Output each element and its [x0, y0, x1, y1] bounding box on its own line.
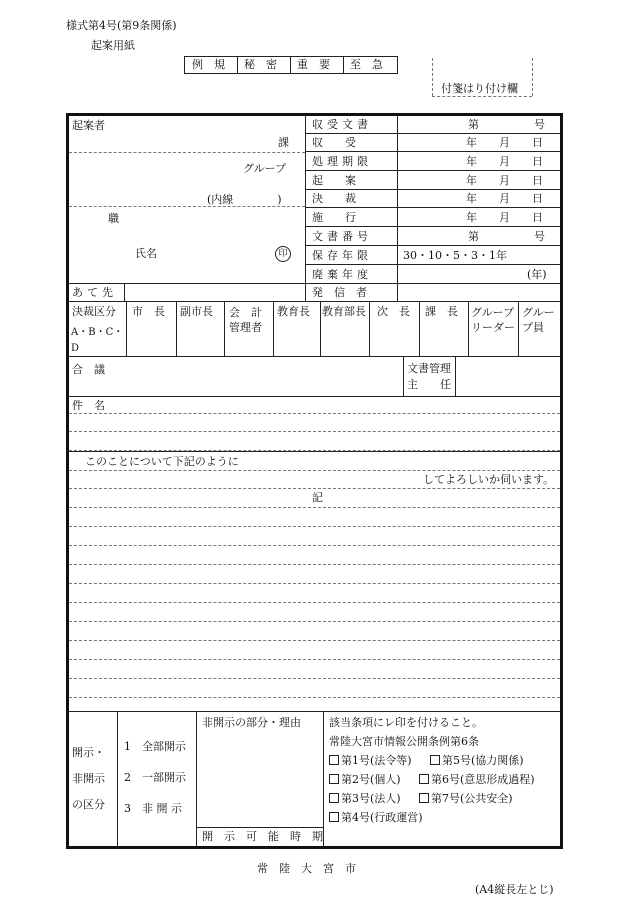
row-label-retention: 保存年限: [312, 249, 372, 262]
row-value-approval: 年 月 日: [466, 192, 543, 205]
approver-deputy: 次 長: [377, 305, 410, 318]
row-label-draft: 起 案: [312, 174, 356, 187]
clause-2: 第2号(個人): [329, 773, 401, 787]
drafter-position: 職: [108, 212, 119, 225]
clause-4: 第4号(行政運営): [329, 811, 423, 825]
row-value-disposal: (年): [527, 268, 547, 281]
approval-category-options: A・B・C・D: [71, 327, 124, 354]
disclosure-option-none: 3 非 開 示: [124, 802, 182, 815]
stamp-shikyu: 至 急: [350, 58, 383, 71]
clause-3: 第3号(法人): [329, 792, 401, 806]
row-value-draft: 年 月 日: [466, 174, 543, 187]
disclosure-option-partial: 2 一部開示: [124, 771, 186, 784]
disclosure-option-full: 1 全部開示: [124, 740, 186, 753]
stamp-himitsu: 秘 密: [244, 58, 277, 71]
form-title: 起案用紙: [91, 39, 135, 52]
body-line-2: してよろしいか伺います。: [423, 473, 555, 486]
seal-mark: 印: [275, 246, 291, 262]
approver-edu-dept: 教育部長: [322, 305, 366, 318]
clause-1: 第1号(法令等): [329, 754, 412, 768]
disclosure-category-label: 開示・ 非開示 の区分: [72, 746, 105, 811]
approver-section-chief: 課 長: [425, 305, 458, 318]
drafter-label: 起案者: [72, 119, 105, 132]
drafter-extension: (内線 ): [207, 193, 282, 206]
approver-group-member: グルー プ員: [522, 306, 555, 334]
approval-category-label: 決裁区分: [72, 305, 116, 318]
notes-law: 常陸大宮市情報公開条例第6条: [329, 735, 479, 748]
clause-5: 第5号(協力関係): [430, 754, 524, 768]
clause-6: 第6号(意思形成過程): [419, 773, 535, 787]
row-label-approval: 決 裁: [312, 192, 356, 205]
clause-7: 第7号(公共安全): [419, 792, 513, 806]
row-label-received: 収 受: [312, 136, 356, 149]
stamp-juyo: 重 要: [297, 58, 330, 71]
sticky-note-label: 付箋はり付け欄: [441, 82, 518, 95]
row-label-doc-number: 文書番号: [312, 230, 372, 243]
form-id: 様式第4号(第9条関係): [66, 19, 177, 32]
approver-mayor: 市 長: [132, 305, 165, 318]
approver-vice-mayor: 副市長: [180, 305, 213, 318]
row-label-deadline: 処理期限: [312, 155, 372, 168]
row-value-retention: 30・10・5・3・1年: [403, 249, 507, 262]
body-record-mark: 記: [312, 491, 323, 504]
row-value-received-doc: 第 号: [468, 118, 545, 131]
drafter-name-label: 氏名: [135, 247, 157, 260]
disclosure-possible-time: 開 示 可 能 時 期: [202, 830, 323, 843]
drafter-section: 課: [278, 136, 289, 149]
notes-title: 該当条項にレ印を付けること。: [329, 716, 483, 729]
non-disclosure-reason-label: 非開示の部分・理由: [202, 716, 301, 729]
row-value-received: 年 月 日: [466, 136, 543, 149]
row-label-received-doc: 収受文書: [312, 118, 372, 131]
addressee-label: あて先: [72, 286, 117, 299]
sticky-note-area: [432, 58, 433, 96]
footer-city: 常 陸 大 宮 市: [257, 862, 356, 875]
row-label-enforce: 施 行: [312, 211, 356, 224]
row-value-doc-number: 第 号: [468, 230, 545, 243]
subject-label: 件 名: [72, 399, 105, 412]
sender-label: 発 信 者: [312, 286, 367, 299]
approver-accounting: 会 計 管理者: [229, 306, 262, 334]
row-value-deadline: 年 月 日: [466, 155, 543, 168]
consultation-label: 合 議: [72, 363, 105, 376]
row-value-enforce: 年 月 日: [466, 211, 543, 224]
footer-binding: (A4縦長左とじ): [475, 883, 554, 896]
doc-manager-label: 文書管理 主 任: [407, 362, 451, 391]
approver-edu-head: 教育長: [277, 305, 310, 318]
stamp-reiki: 例 規: [192, 58, 225, 71]
body-line-1: このことについて下記のように: [85, 455, 239, 468]
drafter-group: グループ: [243, 162, 287, 175]
approver-group-leader: グループ リーダー: [471, 306, 515, 334]
row-label-disposal: 廃棄年度: [312, 268, 372, 281]
